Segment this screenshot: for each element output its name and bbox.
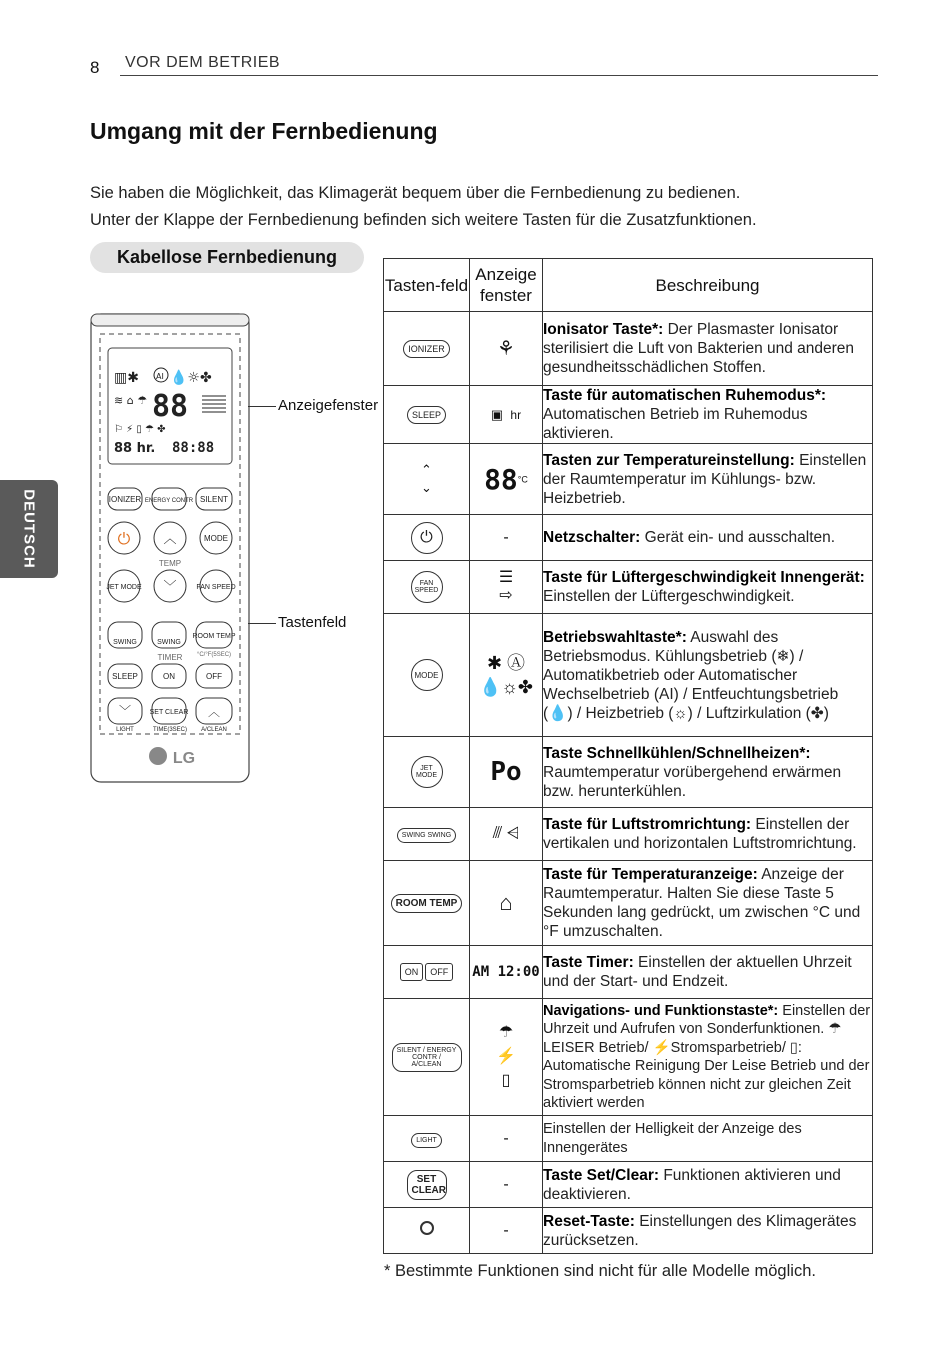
header-display: Anzeige fenster xyxy=(470,259,543,312)
page-title: Umgang mit der Fernbedienung xyxy=(90,118,438,144)
temp-unit: °C xyxy=(517,474,528,485)
remote-mode-label: MODE xyxy=(204,534,228,543)
page-number: 8 xyxy=(90,58,100,77)
ionizer-icon: ⚘ xyxy=(497,338,515,360)
remote-light-label: LIGHT xyxy=(116,727,134,733)
jet-mode-button: JET MODE xyxy=(411,756,443,788)
room-temp-button: ROOM TEMP xyxy=(391,894,463,913)
remote-temp-label: TEMP xyxy=(158,559,182,568)
sleep-button: SLEEP xyxy=(407,406,446,424)
function-buttons: SILENT / ENERGY CONTR / A/CLEAN xyxy=(392,1043,462,1072)
remote-silent-label: SILENT xyxy=(199,495,229,504)
table-row xyxy=(384,1162,873,1208)
table-row xyxy=(384,861,873,946)
remote-aclean-label: A/CLEAN xyxy=(201,727,227,733)
row-title: Taste Schnellkühlen/Schnellheizen*: xyxy=(543,744,811,762)
remote-sleep-label: SLEEP xyxy=(112,672,138,681)
row-title: Taste Timer: xyxy=(543,954,634,971)
callout-line-keypad xyxy=(248,623,276,624)
table-row xyxy=(384,444,873,515)
house-thermometer-icon: ⌂ xyxy=(499,890,513,915)
button-description-table xyxy=(383,258,873,1254)
table-row xyxy=(384,737,873,808)
row-text: Raumtemperatur vorübergehend erwärmen bzw. herunterkühlen. xyxy=(543,763,842,800)
table-row xyxy=(384,808,873,861)
row-text: Einstellen der aktuellen Uhrzeit und der Start- und Endzeit. xyxy=(543,954,852,990)
svg-text:💧☼✤: 💧☼✤ xyxy=(170,370,212,386)
svg-text:︿: ︿ xyxy=(207,705,221,719)
remote-swing2-label: SWING xyxy=(157,639,181,646)
row-text: Der Plasmaster Ionisator sterilisiert die Luft von Bakterien und anderen gesundheitsschädlichen Stoffen. xyxy=(543,321,855,376)
row-display: - xyxy=(470,1162,543,1208)
table-row xyxy=(384,614,873,737)
row-text: Auswahl des Betriebsmodus. Kühlungsbetrieb (❄) / Automatikbetrieb oder Automatischer Wechselbetrieb (AI) / Entfeuchtungsbetrieb (💧) / Heizbetrieb (☼) / Luftzirkulation (✤) xyxy=(543,628,839,722)
light-button: LIGHT xyxy=(411,1133,442,1148)
header-rule xyxy=(120,75,878,76)
table-row xyxy=(384,515,873,561)
row-title: Tasten zur Temperatureinstellung: xyxy=(543,451,795,469)
svg-text:⚐ ⚡ ▯ ☂ ✤: ⚐ ⚡ ▯ ☂ ✤ xyxy=(114,424,166,435)
remote-fan-label: FAN SPEED xyxy=(196,584,236,591)
svg-text:﹀: ﹀ xyxy=(118,704,132,718)
svg-text:⏻: ⏻ xyxy=(117,531,131,548)
brand-logo: LG xyxy=(172,750,196,767)
row-text: Einstellen der Raumtemperatur im Kühlungs- bzw. Heizbetrieb. xyxy=(543,451,867,507)
footnote: * Bestimmte Funktionen sind nicht für alle Modelle möglich. xyxy=(384,1262,816,1280)
language-tab xyxy=(0,480,58,578)
intro-line: Unter der Klappe der Fernbedienung befinden sich weitere Tasten für die Zusatzfunktionen. xyxy=(90,211,757,229)
row-title: Taste für Lüftergeschwindigkeit Innengerät: xyxy=(543,569,865,586)
header-key: Tasten-feld xyxy=(384,259,470,312)
row-display: - xyxy=(470,515,543,561)
row-title: Taste Set/Clear: xyxy=(543,1166,660,1184)
lcd-clock: 88:88 xyxy=(172,440,215,456)
intro-line: Sie haben die Möglichkeit, das Klimagerät bequem über die Fernbedienung zu bedienen. xyxy=(90,184,741,202)
remote-timer-label: TIMER xyxy=(157,653,183,662)
fan-speed-button: FAN SPEED xyxy=(411,571,443,603)
table-header-row xyxy=(384,259,873,312)
function-icons: ☂ ⚡ ▯ xyxy=(496,1024,516,1089)
lcd-digits: 88 xyxy=(152,389,189,424)
power-button: ⏻ xyxy=(411,522,443,554)
row-title: Betriebswahltaste*: xyxy=(543,628,687,646)
table-row xyxy=(384,312,873,386)
language-tab-label: DEUTSCH xyxy=(20,489,38,569)
row-display: - xyxy=(470,1116,543,1162)
row-text: Funktionen aktivieren und deaktivieren. xyxy=(543,1166,841,1203)
temp-digits: 88 xyxy=(484,462,518,496)
sleep-icon: ▣ xyxy=(490,406,511,422)
table-row xyxy=(384,561,873,614)
on-button: ON xyxy=(400,963,424,981)
callout-line-display xyxy=(248,406,276,407)
row-display: - xyxy=(470,1208,543,1254)
remote-energy-label: ENERGY CONTR xyxy=(144,498,194,504)
row-title: Taste für Temperaturanzeige: xyxy=(543,866,758,883)
remote-set-label: SET CLEAR xyxy=(149,709,189,716)
table-row xyxy=(384,999,873,1116)
svg-text:≋ ⌂ ☂: ≋ ⌂ ☂ xyxy=(114,394,148,407)
svg-text:▥✱: ▥✱ xyxy=(114,370,139,386)
svg-text:︿: ︿ xyxy=(163,531,177,546)
remote-time-label: TIME(3SEC) xyxy=(152,727,188,733)
svg-text:AI: AI xyxy=(156,372,164,381)
section-header: VOR DEM BETRIEB xyxy=(125,54,281,71)
sleep-hr: hr xyxy=(510,407,522,422)
remote-swing-label: SWING xyxy=(113,639,137,646)
reset-button xyxy=(420,1221,434,1235)
fan-bars-icon: ☰ ⇨ xyxy=(498,569,514,604)
row-text: Einstellen der vertikalen und horizontalen Luftstromrichtung. xyxy=(543,816,857,852)
table-row xyxy=(384,1116,873,1162)
svg-text:﹀: ﹀ xyxy=(163,579,177,594)
mode-button: MODE xyxy=(411,659,443,691)
swing-icons: ⫻ ⩤ xyxy=(492,825,520,842)
header-description: Beschreibung xyxy=(543,259,873,312)
row-text: Einstellen der Helligkeit der Anzeige des Innengerätes xyxy=(543,1121,802,1156)
timer-display: AM 12:00 xyxy=(472,964,540,980)
row-text: Einstellen der Uhrzeit und Aufrufen von Sonderfunktionen. ☂ LEISER Betrieb/ ⚡Stromsparbetrieb/ ▯: Automatische Reinigung Der Leise Betrieb und der Stromsparbetrieb können nicht zur gleichen Zeit aktiviert werden xyxy=(543,1002,871,1111)
table-row xyxy=(384,946,873,999)
lcd-hr: 88 hr. xyxy=(114,441,156,456)
subsection-pill: Kabellose Fernbedienung xyxy=(90,242,364,273)
remote-cf-label: °C/°F(5SEC) xyxy=(196,652,232,658)
row-text: Einstellen der Lüftergeschwindigkeit. xyxy=(543,588,795,605)
row-title: Taste für automatischen Ruhemodus*: xyxy=(543,387,827,404)
jet-display: Po xyxy=(490,757,522,787)
remote-jet-label: JET MODE xyxy=(106,584,142,591)
row-title: Ionisator Taste*: xyxy=(543,321,664,338)
table-row xyxy=(384,386,873,444)
intro-text xyxy=(90,180,870,234)
swing-buttons: SWING SWING xyxy=(397,828,456,843)
row-title: Navigations- und Funktionstaste*: xyxy=(543,1002,779,1019)
row-text: Einstellungen des Klimagerätes zurücksetzen. xyxy=(543,1212,857,1249)
remote-illustration xyxy=(90,308,250,784)
remote-ionizer-label: IONIZER xyxy=(108,495,142,504)
callout-keypad: Tastenfeld xyxy=(278,614,347,631)
row-text: Anzeige der Raumtemperatur. Halten Sie diese Taste 5 Sekunden lang gedrückt, um zwischen °C und °F umzuschalten. xyxy=(543,866,861,940)
row-text: Gerät ein- und ausschalten. xyxy=(640,529,836,546)
ionizer-button: IONIZER xyxy=(403,340,450,358)
row-title: Reset-Taste: xyxy=(543,1212,635,1230)
row-title: Netzschalter: xyxy=(543,529,641,546)
set-clear-button: SET CLEAR xyxy=(407,1170,447,1200)
row-text: Automatischen Betrieb im Ruhemodus aktivieren. xyxy=(543,406,808,442)
off-button: OFF xyxy=(425,963,453,981)
temp-up-down-icon: ⌃ ⌄ xyxy=(421,462,432,495)
row-title: Taste für Luftstromrichtung: xyxy=(543,816,752,833)
remote-on-label: ON xyxy=(163,672,175,681)
remote-off-label: OFF xyxy=(206,672,222,681)
remote-room-label: ROOM TEMP xyxy=(192,633,236,640)
table-row xyxy=(384,1208,873,1254)
mode-icons: ✱ Ⓐ 💧☼✤ xyxy=(479,653,533,697)
callout-display: Anzeigefenster xyxy=(278,397,379,414)
